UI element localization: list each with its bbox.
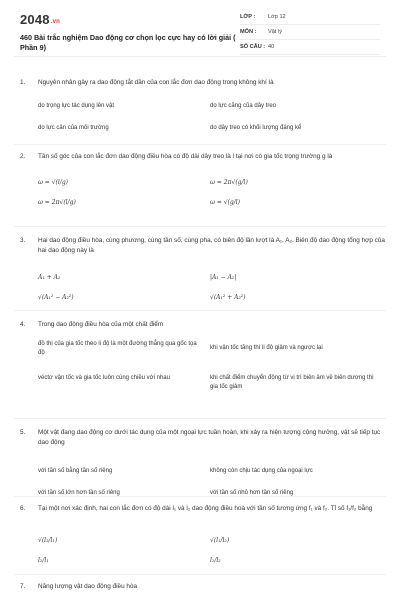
option-c[interactable]: do lực cản của môi trường [38, 124, 109, 131]
question-3 [14, 236, 386, 301]
option-b[interactable]: |A₁ − A₂| [210, 274, 237, 281]
question-number: 7. [20, 583, 26, 590]
option-a[interactable]: với tần số bằng tần số riêng [38, 468, 113, 474]
divider [14, 496, 386, 497]
option-c[interactable]: l₂/l₁ [38, 556, 49, 564]
divider [14, 144, 386, 145]
option-c[interactable]: với tần số lớn hơn tần số riêng [38, 490, 120, 496]
question-text: Năng lượng vật dao động điều hòa [38, 583, 138, 590]
question-text: Tần số góc của con lắc đơn dao động điều hòa có độ dài dây treo là l tại nơi có gia tốc trọng trường g là [38, 153, 333, 160]
option-a[interactable]: A₁ + A₂ [38, 274, 61, 281]
question-text: Nguyên nhân gây ra dao động tắt dần của con lắc đơn dao động trong không khí là [38, 79, 274, 86]
question-number: 4. [20, 321, 26, 328]
question-number: 5. [20, 429, 26, 436]
site-logo[interactable]: 2048.vn [20, 12, 61, 27]
divider [14, 418, 386, 419]
meta-info [240, 10, 380, 55]
meta-row-subject: MÔN : Vật lý [240, 25, 380, 40]
question-text: Tại một nơi xác định, hai con lắc đơn có độ dài l₁ và l₂ dao động điều hoà với tần số tương ứng f₁ và f₂. Tỉ số f₁/f₂ bằng [38, 505, 373, 512]
option-b[interactable]: không còn chịu tác dụng của ngoại lực [210, 468, 313, 474]
question-2 [14, 152, 386, 206]
option-b[interactable]: √(l₁/l₂) [210, 536, 230, 544]
question-text: Hai dao động điều hòa, cùng phương, cùng tần số, cùng pha, có biên độ lần lượt là A₁, A₂. Biên độ dao động tổng hợp của hai dao động này là [38, 237, 385, 254]
header [14, 0, 386, 57]
question-number: 3. [20, 237, 26, 244]
option-c[interactable]: ω = 2π√(l/g) [38, 198, 76, 206]
meta-row-class: LỚP : Lớp 12 [240, 10, 380, 25]
question-4 [14, 320, 386, 390]
divider [14, 226, 386, 227]
option-d[interactable]: l₁/l₂ [210, 556, 221, 564]
option-d[interactable]: khi chất điểm chuyển động từ vị trí biên âm về biên dương thì gia tốc giảm [210, 374, 374, 390]
question-7 [14, 582, 386, 592]
option-a[interactable]: √(l₂/l₁) [38, 536, 58, 544]
option-d[interactable]: ω = √(g/l) [210, 198, 241, 206]
option-a[interactable]: đồ thị của gia tốc theo li độ là một đường thẳng qua gốc tọa độ [38, 340, 197, 356]
option-a[interactable]: ω = √(l/g) [38, 178, 69, 186]
option-d[interactable]: do dây treo có khối lượng đáng kể [210, 124, 302, 131]
option-a[interactable]: do trọng lực tác dụng lên vật [38, 102, 115, 109]
question-number: 2. [20, 153, 26, 160]
divider [14, 574, 386, 575]
option-c[interactable]: √(A₁² − A₂²) [38, 294, 74, 301]
question-text: Trong dao động điều hòa của một chất điểm [38, 321, 164, 328]
option-b[interactable]: ω = 2π√(g/l) [210, 178, 248, 186]
page-title: 460 Bài trắc nghiệm Dao động cơ chọn lọc cực hay có lời giải ( Phần 9) [20, 33, 236, 52]
question-number: 6. [20, 505, 26, 512]
option-d[interactable]: √(A₁² + A₂²) [210, 294, 246, 301]
option-c[interactable]: véctơ vận tốc và gia tốc luôn cùng chiều với nhau [38, 374, 170, 381]
question-6 [14, 504, 386, 564]
meta-row-count: SỐ CÂU : 40 [240, 40, 380, 55]
divider [14, 310, 386, 311]
question-text: Một vật đang dao động cơ dưới tác dụng của một ngoại lực tuần hoàn, khi xảy ra hiện tượng cộng hưởng, vật sẽ tiếp tục dao động [38, 429, 381, 446]
question-1 [14, 78, 386, 131]
option-d[interactable]: với tần số nhỏ hơn tần số riêng [210, 490, 294, 496]
option-b[interactable]: khi vận tốc tăng thì li độ giảm và ngược lại [210, 344, 323, 351]
question-5 [14, 428, 386, 496]
question-number: 1. [20, 79, 26, 86]
option-b[interactable]: do lực căng của dây treo [210, 102, 277, 109]
